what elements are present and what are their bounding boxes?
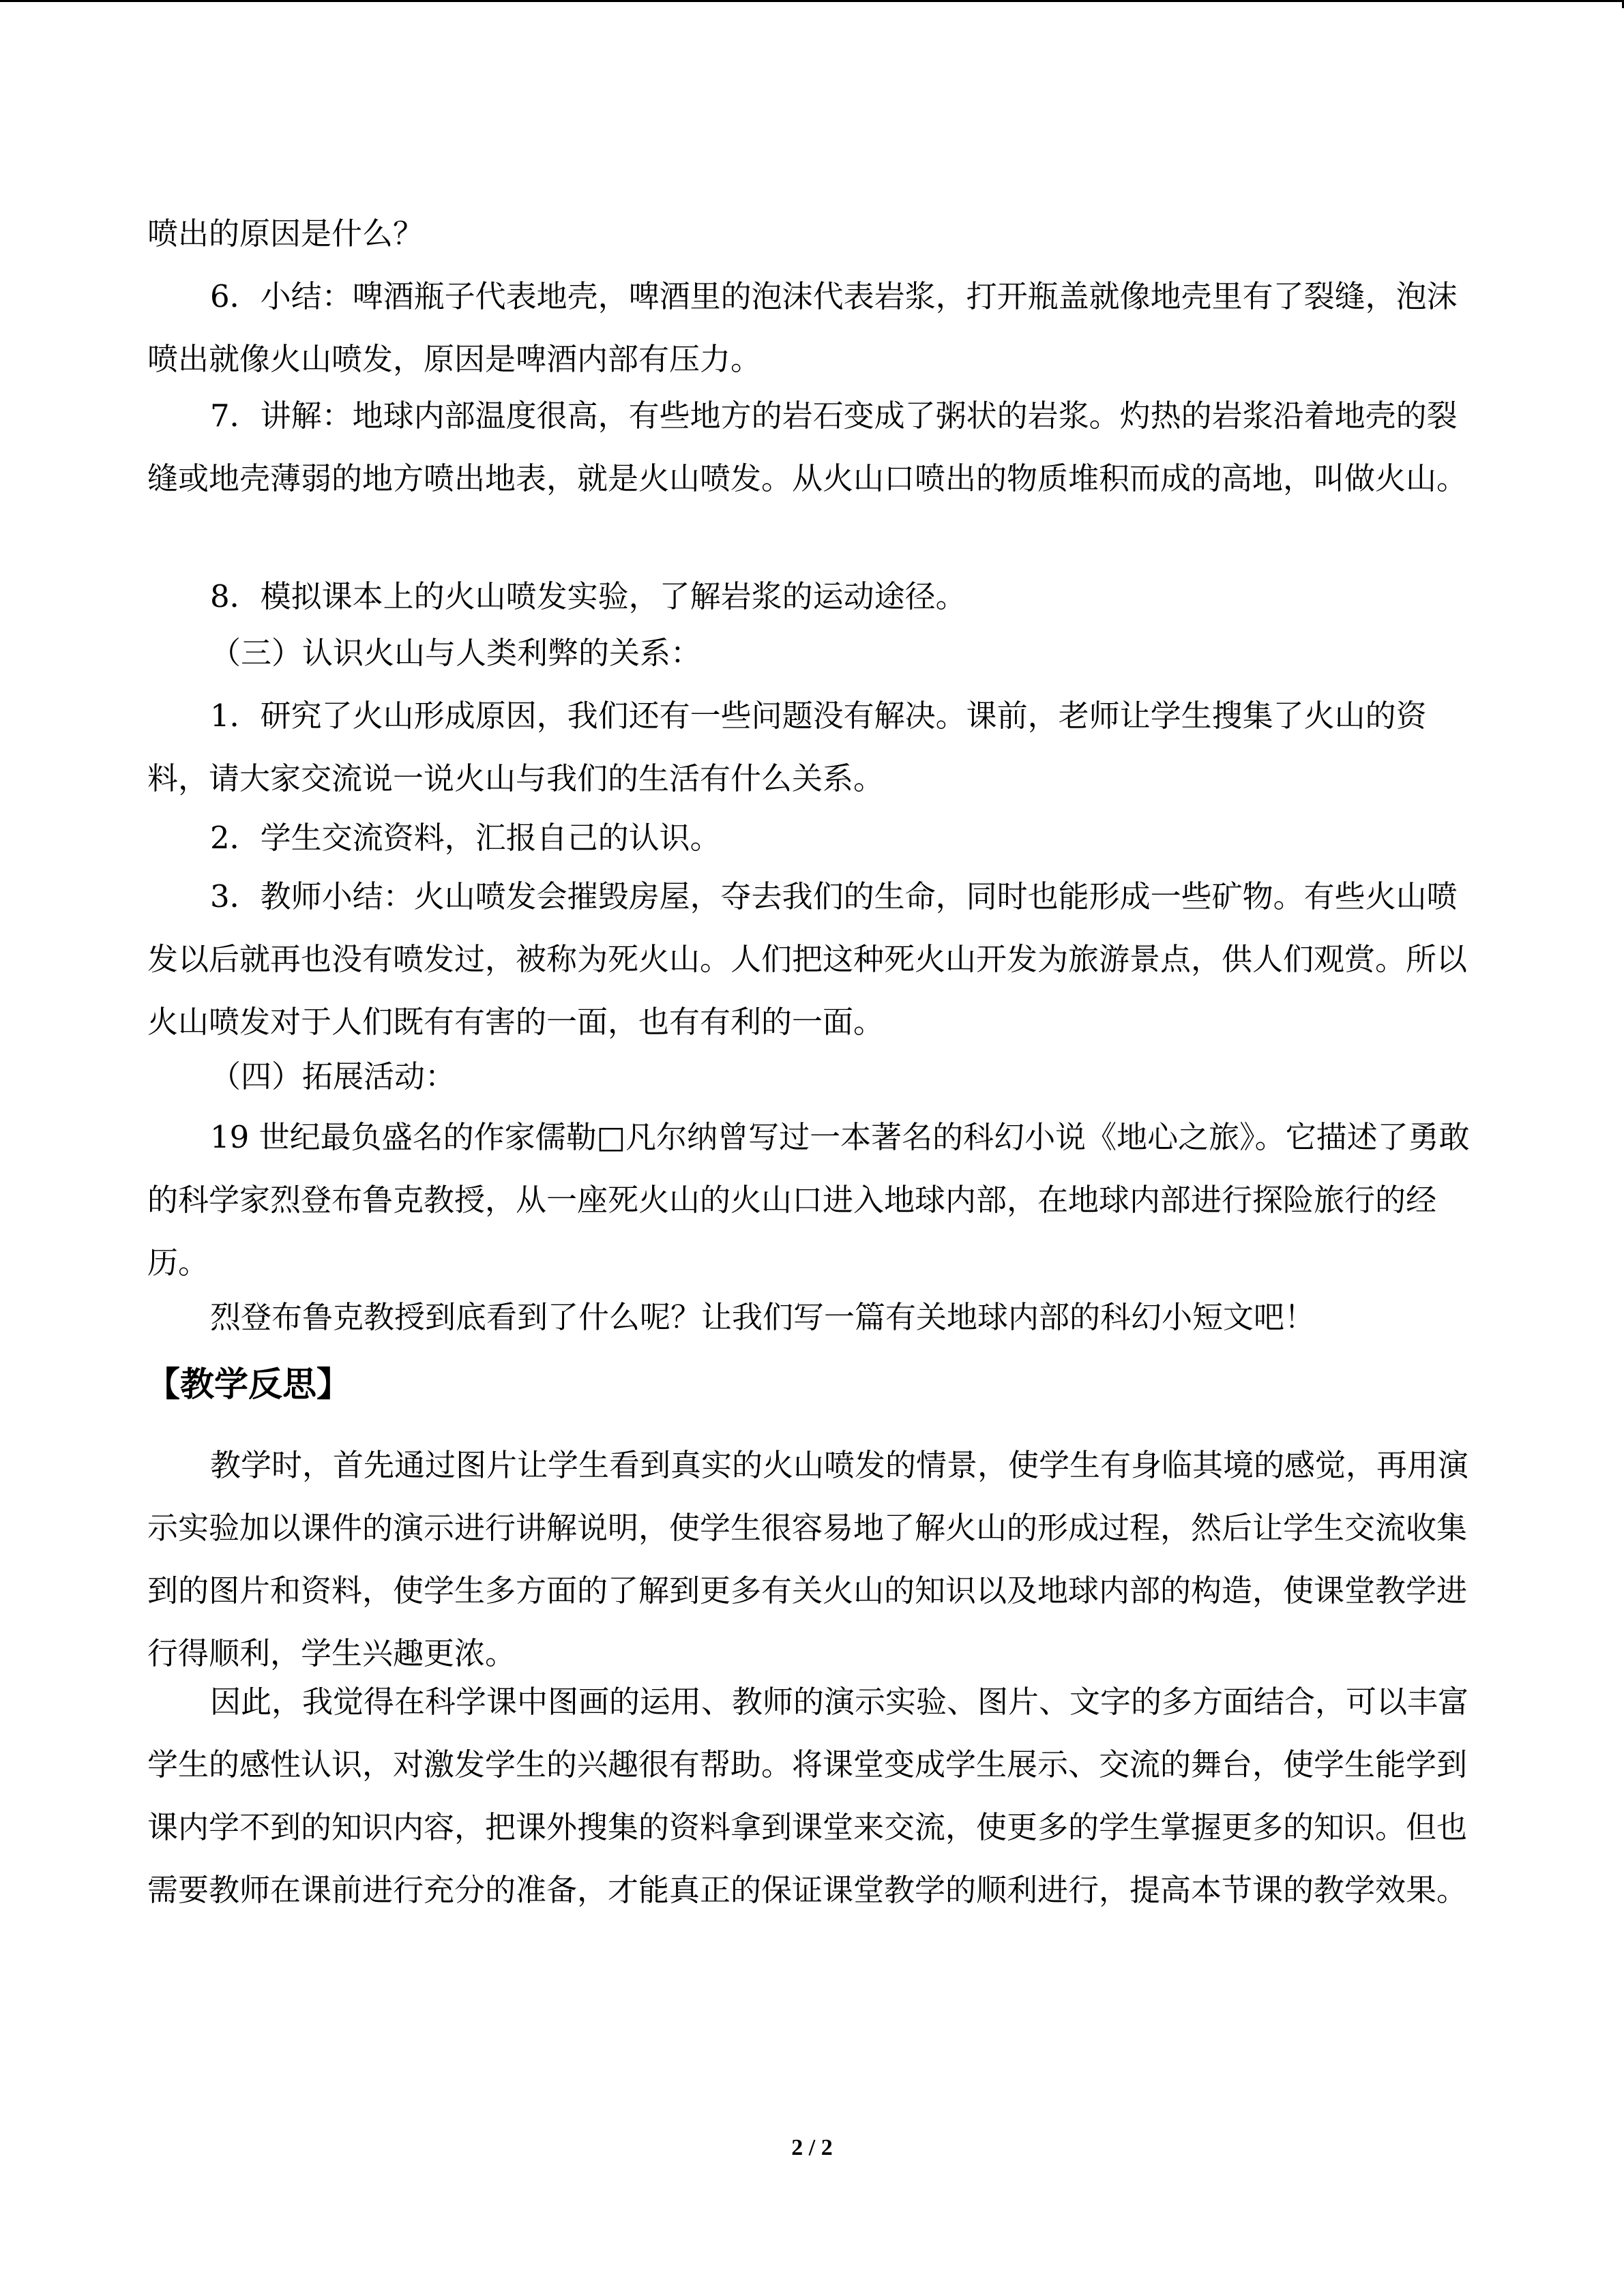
reflection-heading: 【教学反思】 (146, 1365, 351, 1404)
paragraph-item-3: 3．教师小结：火山喷发会摧毁房屋，夺去我们的生命，同时也能形成一些矿物。有些火山喷发以后就再也没有喷发过，被称为死火山。人们把这种死火山开发为旅游景点，供人们观赏。所以火山喷发对于人们既有有害的一面，也有有利的一面。 (147, 878, 1468, 1040)
top-border-line (0, 0, 1624, 2)
reflection-paragraph-2: 因此，我觉得在科学课中图画的运用、教师的演示实验、图片、文字的多方面结合，可以丰富学生的感性认识，对激发学生的兴趣很有帮助。将课堂变成学生展示、交流的舞台，使学生能学到课内学不到的知识内容，把课外搜集的资料拿到课堂来交流，使更多的学生掌握更多的知识。但也需要教师在课前进行充分的准备，才能真正的保证课堂教学的顺利进行，提高本节课的教学效果。 (147, 1684, 1469, 1908)
paragraph-item-2: 2．学生交流资料，汇报自己的认识。 (210, 820, 721, 856)
paragraph-item-1: 1．研究了火山形成原因，我们还有一些问题没有解决。课前，老师让学生搜集了火山的资料，请大家交流说一说火山与我们的生活有什么关系。 (147, 698, 1427, 796)
paragraph-closing-question: 烈登布鲁克教授到底看到了什么呢？让我们写一篇有关地球内部的科幻小短文吧！ (210, 1299, 1316, 1335)
section-heading-4: （四）拓展活动： (210, 1058, 456, 1094)
page-number: 2 / 2 (791, 2135, 833, 2160)
reflection-paragraph-1: 教学时，首先通过图片让学生看到真实的火山喷发的情景，使学生有身临其境的感觉，再用演示实验加以课件的演示进行讲解说明，使学生很容易地了解火山的形成过程，然后让学生交流收集到的图片和资料，使学生多方面的了解到更多有关火山的知识以及地球内部的构造，使课堂教学进行得顺利，学生兴趣更浓。 (147, 1447, 1469, 1671)
paragraph-step-6: 6．小结：啤酒瓶子代表地壳，啤酒里的泡沫代表岩浆，打开瓶盖就像地壳里有了裂缝，泡沫喷出就像火山喷发，原因是啤酒内部有压力。 (147, 278, 1458, 377)
section-heading-3: （三）认识火山与人类利弊的关系： (210, 635, 702, 671)
paragraph-extension: 19 世纪最负盛名的作家儒勒□凡尔纳曾写过一本著名的科幻小说《地心之旅》。它描述了勇敢的科学家烈登布鲁克教授，从一座死火山的火山口进入地球内部，在地球内部进行探险旅行的经历。 (147, 1119, 1470, 1281)
paragraph-step-8: 8．模拟课本上的火山喷发实验，了解岩浆的运动途径。 (210, 578, 966, 614)
paragraph-continuation: 喷出的原因是什么？ (147, 215, 424, 252)
paragraph-step-7: 7．讲解：地球内部温度很高，有些地方的岩石变成了粥状的岩浆。灼热的岩浆沿着地壳的裂缝或地壳薄弱的地方喷出地表，就是火山喷发。从火山口喷出的物质堆积而成的高地，叫做火山。 (147, 398, 1468, 496)
